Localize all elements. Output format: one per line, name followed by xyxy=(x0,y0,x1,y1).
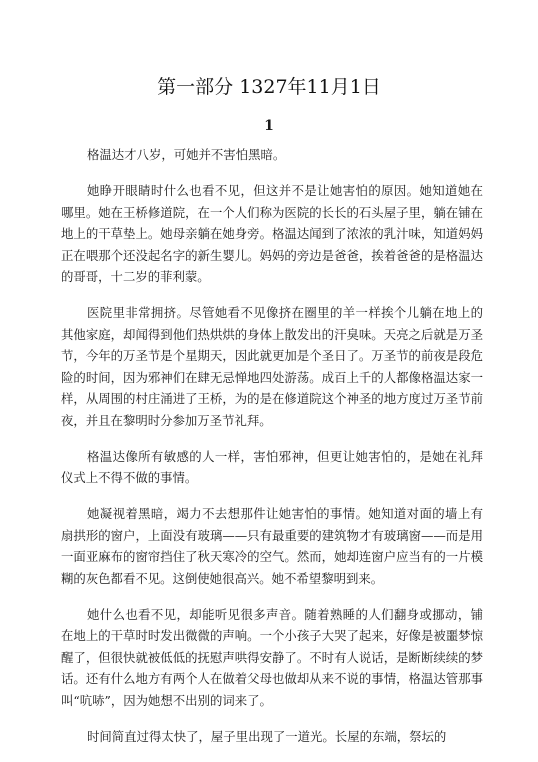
paragraph: 她睁开眼睛时什么也看不见，但这并不是让她害怕的原因。她知道她在哪里。她在王桥修道院，在一个人们称为医院的长长的石头屋子里，躺在铺在地上的干草垫上。她母亲躺在她身旁。格温达闻到了浓浓的乳汁味，知道妈妈正在喂那个还没起名字的新生婴儿。妈妈的旁边是爸爸，挨着爸爸的是格温达的哥哥，十二岁的菲利蒙。 xyxy=(61,183,483,284)
paragraph: 格温达像所有敏感的人一样，害怕邪神，但更让她害怕的，是她在礼拜仪式上不得不做的事情。 xyxy=(61,448,483,485)
paragraph: 格温达才八岁，可她并不害怕黑暗。 xyxy=(87,147,286,162)
paragraph: 时间简直过得太快了，屋子里出现了一道光。长屋的东端，祭坛的 xyxy=(87,728,447,744)
body-text xyxy=(61,144,483,762)
paragraph: 医院里非常拥挤。尽管她看不见像挤在圈里的羊一样挨个儿躺在地上的其他家庭，却闻得到他们热烘烘的身体上散发出的汗臭味。天亮之后就是万圣节，今年的万圣节是个星期天，因此就更加是个圣日了。万圣节的前夜是段危险的时间，因为邪神们在肆无忌惮地四处游荡。成百上千的人都像格温达家一样，从周围的村庄涌进了王桥，为的是在修道院这个神圣的地方度过万圣节前夜，并且在黎明时分参加万圣节礼拜。 xyxy=(61,305,483,428)
paragraph: 她什么也看不见，却能听见很多声音。随着熟睡的人们翻身或挪动，铺在地上的干草时时发出微微的声响。一个小孩子大哭了起来，好像是被噩梦惊醒了，但很快就被低低的抚慰声哄得安静了。不时有人说话，是断断续续的梦话。还有什么地方有两个人在做着父母也做却从来不说的事情，格温达管那事叫“吭哧”，因为她想不出别的词来了。 xyxy=(61,606,483,708)
paragraph: 她凝视着黑暗，竭力不去想那件让她害怕的事情。她知道对面的墙上有扇拱形的窗户，上面没有玻璃——只有最重要的建筑物才有玻璃窗——而是用一面亚麻布的窗帘挡住了秋天寒冷的空气。然而，她却连窗户应当有的一片模糊的灰色都看不见。这倒使她很高兴。她不希望黎明到来。 xyxy=(61,506,483,586)
part-title: 第一部分 1327年11月1日 xyxy=(157,76,381,98)
chapter-number: 1 xyxy=(264,118,274,134)
